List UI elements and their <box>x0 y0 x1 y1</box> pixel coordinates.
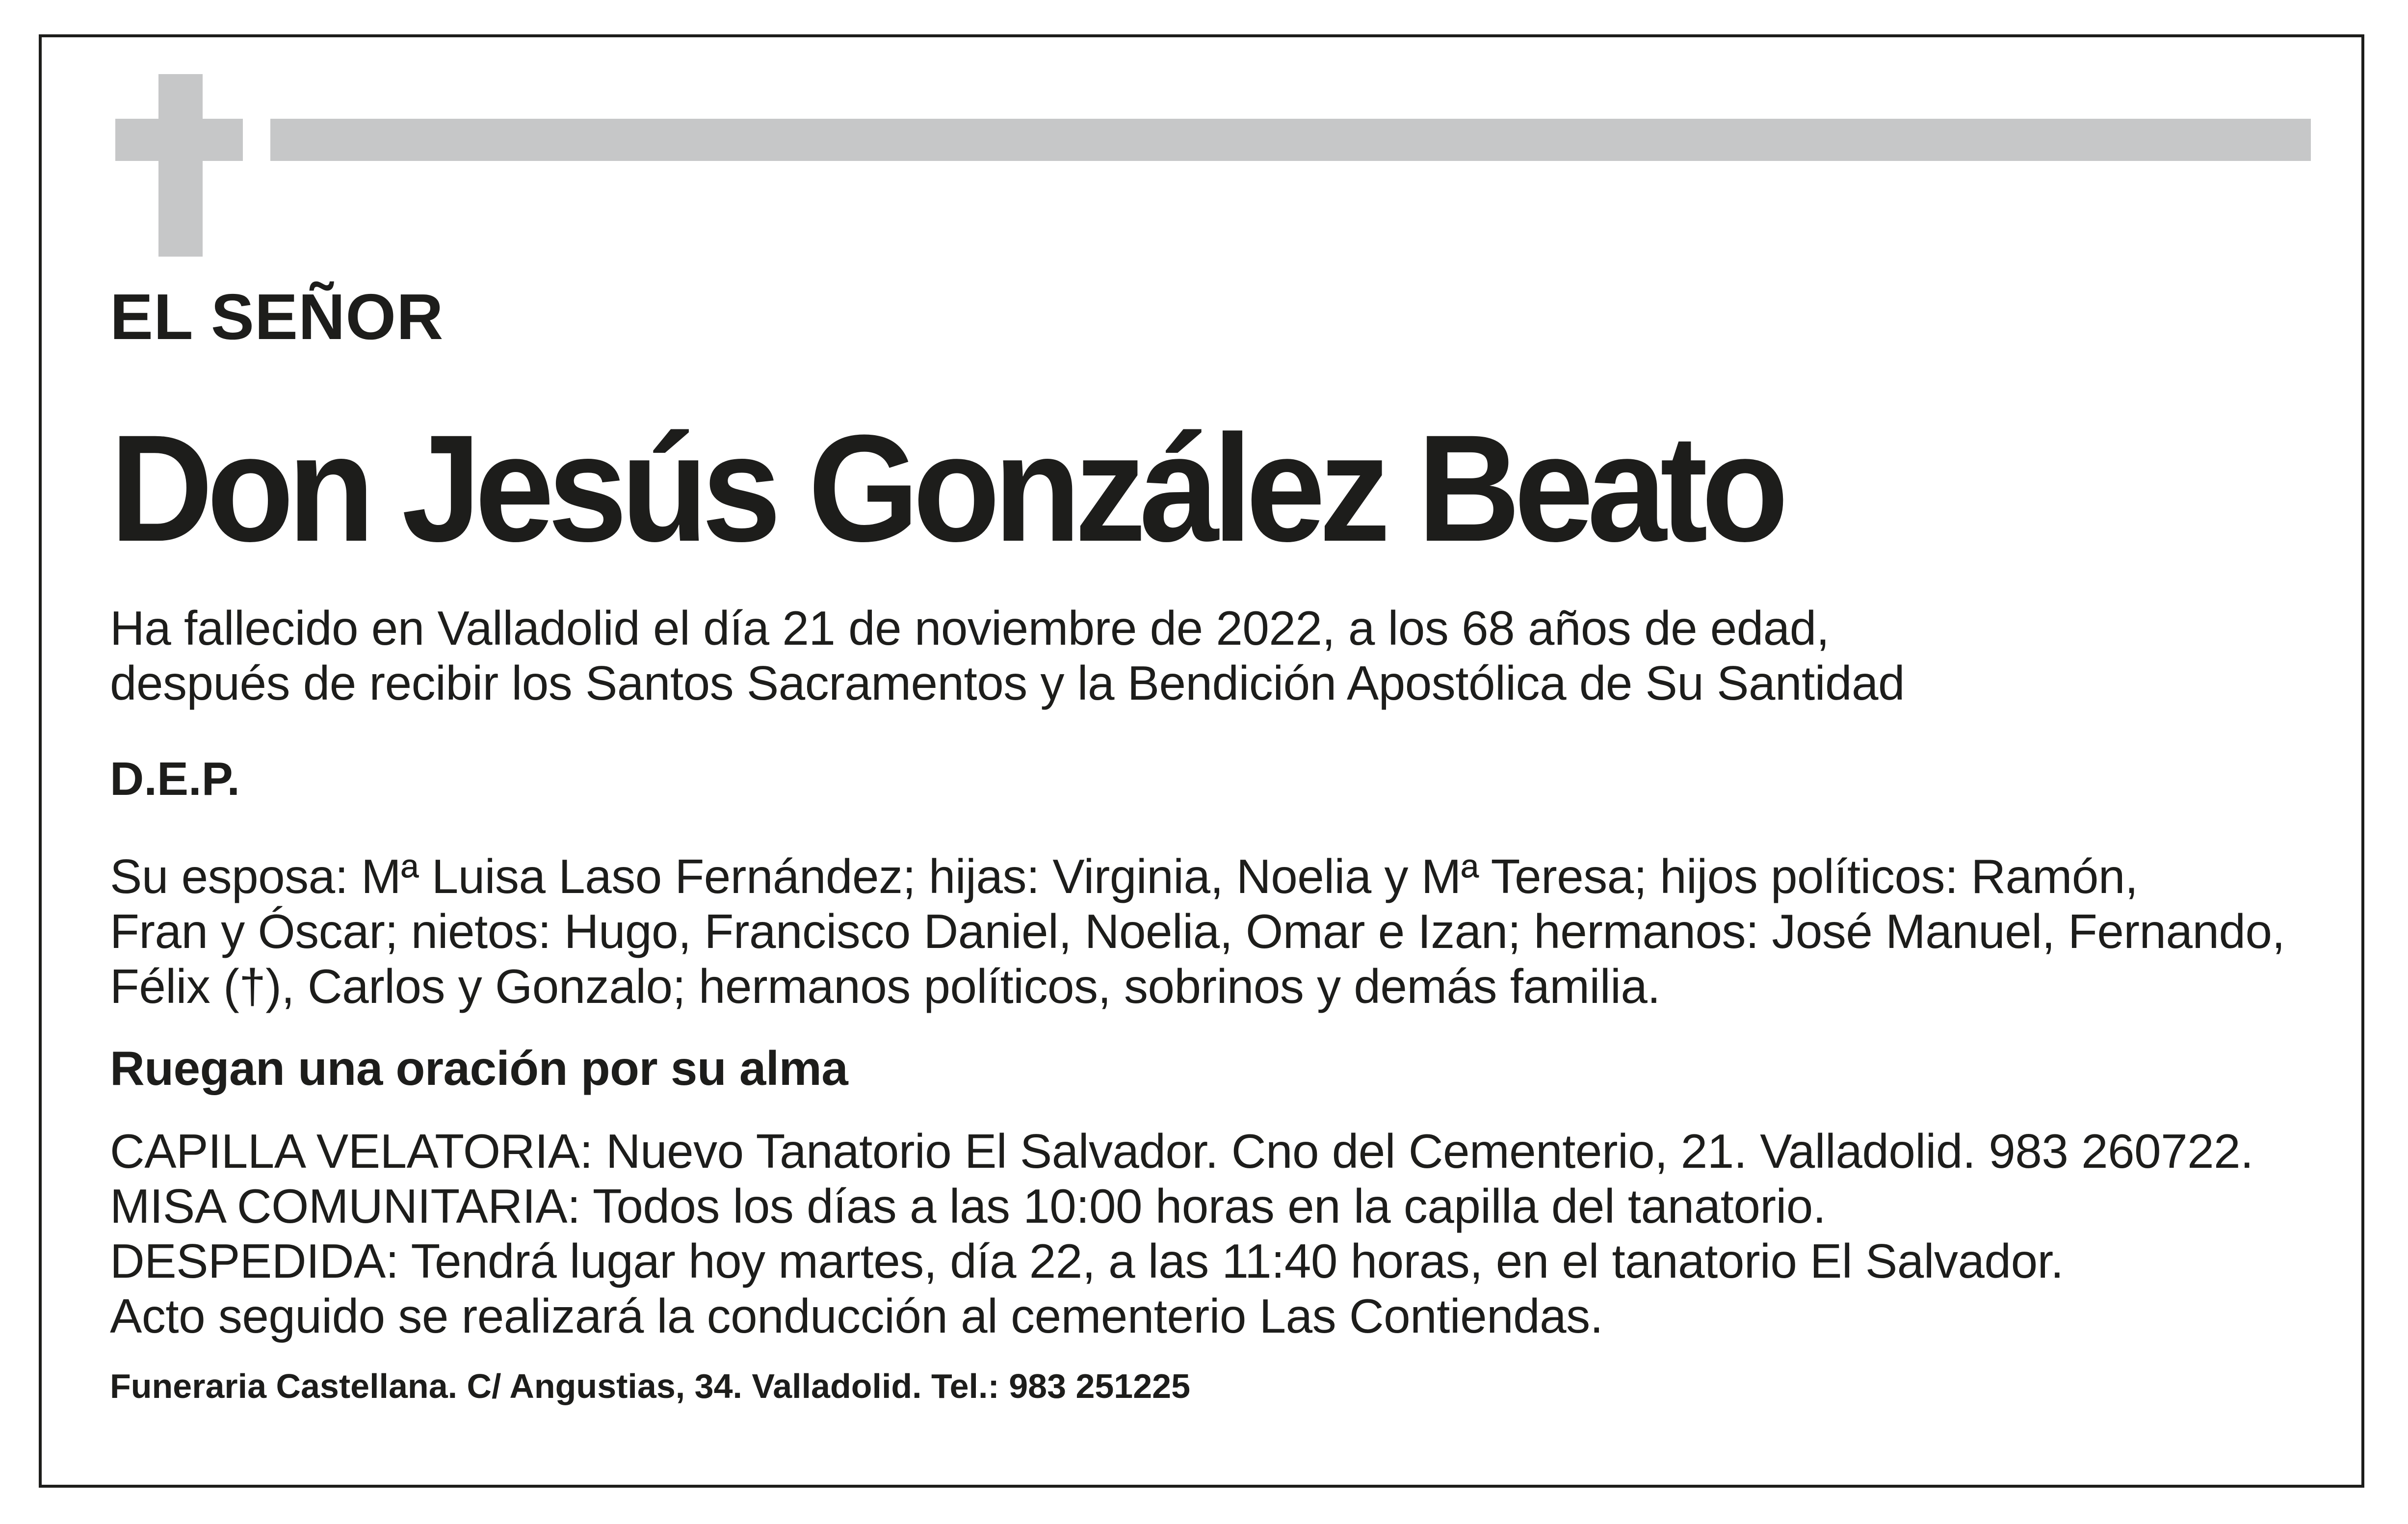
service-line-mass: MISA COMUNITARIA: Todos los días a las 10:00 horas en la capilla del tanatorio. <box>110 1179 1826 1233</box>
service-line-chapel: CAPILLA VELATORIA: Nuevo Tanatorio El Salvador. Cno del Cementerio, 21. Valladolid. 983 260722. <box>110 1124 2253 1178</box>
honorific-title: EL SEÑOR <box>110 281 444 353</box>
service-line-burial: Acto seguido se realizará la conducción al cementerio Las Contiendas. <box>110 1289 1603 1343</box>
announcement-line: Ha fallecido en Valladolid el día 21 de noviembre de 2022, a los 68 años de edad, <box>110 601 1830 655</box>
service-line-farewell: DESPEDIDA: Tendrá lugar hoy martes, día 22, a las 11:40 horas, en el tanatorio El Salvador. <box>110 1234 2064 1288</box>
decorative-bar <box>270 119 2311 161</box>
rip-label: D.E.P. <box>110 753 240 805</box>
family-list <box>110 849 2318 1014</box>
family-line: Fran y Óscar; nietos: Hugo, Francisco Daniel, Noelia, Omar e Izan; hermanos: José Manuel, Fernando, <box>110 904 2285 958</box>
cross-icon <box>158 74 203 257</box>
death-announcement <box>110 601 2318 710</box>
funeral-home-footer: Funeraria Castellana. C/ Angustias, 34. Valladolid. Tel.: 983 251225 <box>110 1367 1191 1405</box>
family-line: Félix (†), Carlos y Gonzalo; hermanos políticos, sobrinos y demás familia. <box>110 959 1661 1013</box>
cross-icon-arm <box>115 119 243 161</box>
announcement-line: después de recibir los Santos Sacramentos y la Bendición Apostólica de Su Santidad <box>110 656 1905 710</box>
service-details <box>110 1124 2318 1343</box>
prayer-request: Ruegan una oración por su alma <box>110 1041 848 1095</box>
deceased-name: Don Jesús González Beato <box>110 403 1782 573</box>
family-line: Su esposa: Mª Luisa Laso Fernández; hijas: Virginia, Noelia y Mª Teresa; hijos políticos: Ramón, <box>110 849 2138 903</box>
